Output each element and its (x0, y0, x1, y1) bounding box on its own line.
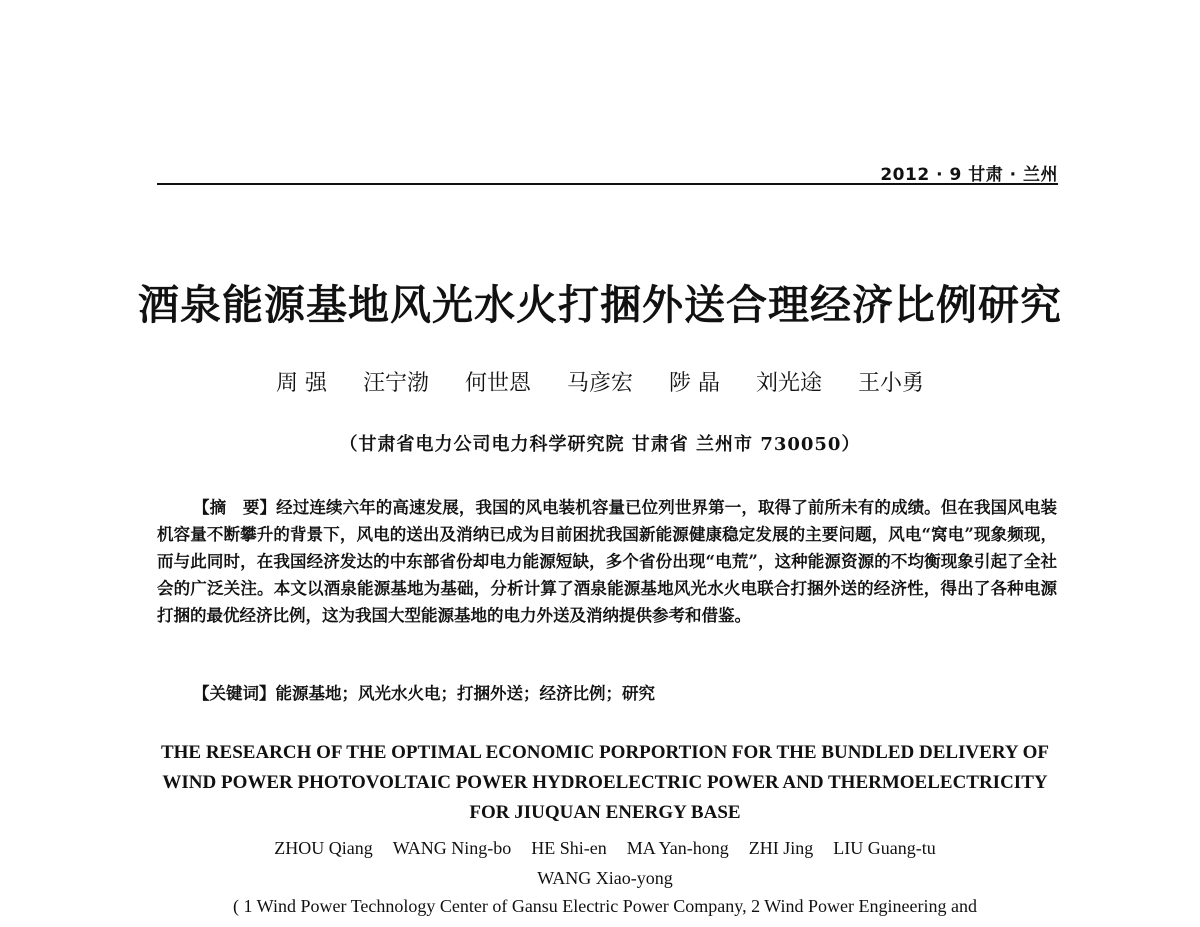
keywords-text: 能源基地；风光水火电；打捆外送；经济比例；研究 (275, 684, 655, 703)
keywords-label: 【关键词】 (193, 684, 276, 703)
abstract-text: 经过连续六年的高速发展，我国的风电装机容量已位列世界第一，取得了前所未有的成绩。但在我国风电装机容量不断攀升的背景下，风电的送出及消纳已成为目前困扰我国新能源健康稳定发展的主要问题，风电“窝电”现象频现，而与此同时，在我国经济发达的中东部省份却电力能源短缺，多个省份出现“电荒”，这种能源资源的不均衡现象引起了全社会的广泛关注。本文以酒泉能源基地为基础，分析计算了酒泉能源基地风光水火电联合打捆外送的经济性，得出了各种电源打捆的最优经济比例，这为我国大型能源基地的电力外送及消纳提供参考和借鉴。 (157, 498, 1058, 625)
english-author-row (150, 833, 1060, 863)
affiliation: （甘肃省电力公司电力科学研究院 甘肃省 兰州市 730050） (339, 434, 861, 455)
english-author: WANG Ning-bo (392, 838, 512, 858)
english-author-list (150, 833, 1060, 893)
english-affiliation: ( 1 Wind Power Technology Center of Gansu Electric Power Company, 2 Wind Power Engineering and (233, 896, 977, 916)
english-author: HE Shi-en (531, 838, 607, 858)
english-author-row (150, 863, 1060, 893)
author: 汪宁渤 (362, 371, 429, 396)
english-author: ZHI Jing (748, 838, 814, 858)
author-list (0, 366, 1200, 397)
author: 陟 晶 (669, 371, 720, 396)
english-author: MA Yan-hong (626, 838, 729, 858)
keywords (193, 680, 655, 704)
author: 马彦宏 (566, 371, 633, 396)
abstract-label: 【摘 要】 (193, 498, 277, 517)
author: 周 强 (275, 371, 327, 396)
english-author: WANG Xiao-yong (537, 868, 673, 888)
header-rule (157, 183, 1058, 185)
author: 王小勇 (858, 371, 925, 396)
abstract (157, 494, 1057, 629)
running-header: 2012 · 9 甘肃 · 兰州 (880, 165, 1058, 185)
paper-title: 酒泉能源基地风光水火打捆外送合理经济比例研究 (138, 281, 1062, 329)
english-title (150, 738, 1060, 828)
english-author: LIU Guang-tu (833, 838, 936, 858)
english-title-line: WIND POWER PHOTOVOLTAIC POWER HYDROELECTRIC POWER AND THERMOELECTRICITY (162, 772, 1048, 793)
english-author: ZHOU Qiang (274, 838, 373, 858)
author: 何世恩 (464, 371, 531, 396)
english-title-line: THE RESEARCH OF THE OPTIMAL ECONOMIC PORPORTION FOR THE BUNDLED DELIVERY OF (160, 742, 1050, 763)
author: 刘光途 (756, 371, 823, 396)
english-title-line: FOR JIUQUAN ENERGY BASE (469, 802, 741, 823)
